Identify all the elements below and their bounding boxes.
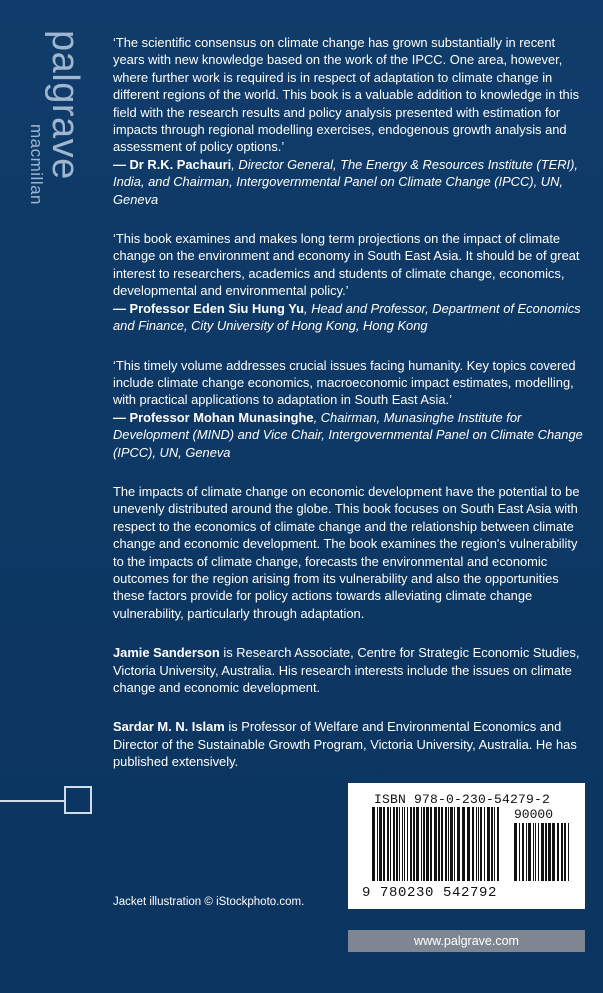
barcode-bar bbox=[402, 807, 403, 881]
barcode-bar bbox=[535, 823, 536, 881]
endorser-name: Dr R.K. Pachauri bbox=[129, 156, 232, 172]
author-bio: is Research Associate, Centre for Strategic Economic Studies, Victoria University, Australia. His research interests include the issues on climate change and economic development. bbox=[113, 645, 580, 695]
endorser-title: , Head and Professor, Department of Economics and Finance, City University of Hong Kong, Hong Kong bbox=[113, 300, 581, 334]
publisher-imprint: macmillan bbox=[27, 124, 46, 206]
barcode-bar bbox=[522, 823, 524, 881]
barcode-bar bbox=[393, 807, 395, 881]
barcode-bar bbox=[487, 807, 490, 881]
barcode-bar bbox=[438, 807, 440, 881]
barcode-bar bbox=[377, 807, 378, 881]
barcode-bar bbox=[457, 807, 460, 881]
barcode-bar bbox=[476, 807, 477, 881]
barcode-bar bbox=[564, 823, 566, 881]
barcode-bar bbox=[448, 807, 449, 881]
addon-bars-icon bbox=[514, 823, 572, 881]
endorsement-3: ‘This timely volume addresses crucial issues facing humanity. Key topics covered include climate change economics, macroeconomic impact estimates, modelling, with practical applications to adaptation in South East Asia.’ — Professor Mohan Munasinghe, Chairman, Munasinghe Institute for Development (MIND) and Vice Chair, Intergovernmental Panel on Climate Change (IPCC), UN, Geneva bbox=[113, 357, 583, 460]
barcode-bar bbox=[407, 807, 408, 881]
barcode-bar bbox=[484, 807, 485, 881]
author-bio-1 bbox=[113, 644, 589, 696]
price-addon-code: 90000 bbox=[514, 807, 554, 822]
barcode-bar bbox=[383, 807, 385, 881]
barcode-bar bbox=[472, 807, 474, 881]
barcode-bar bbox=[372, 807, 375, 881]
barcode-bar bbox=[491, 807, 493, 881]
barcode-bar bbox=[568, 823, 569, 881]
author-name: Jamie Sanderson bbox=[113, 645, 220, 661]
barcode-bar bbox=[528, 823, 531, 881]
barcode-bar bbox=[441, 807, 443, 881]
endorsement-quote: ‘This book examines and makes long term projections on the impact of climate change on the environment and economy in South East Asia. It should be of great interest to researchers, academics and students of climate change, economics, developmental and environmental policy.’ bbox=[113, 231, 580, 299]
publisher-logo bbox=[28, 30, 88, 230]
barcode-bar bbox=[552, 823, 555, 881]
barcode-bar bbox=[561, 823, 563, 881]
barcode-bar bbox=[545, 823, 547, 881]
endorsement-quote: ‘The scientific consensus on climate change has grown substantially in recent years with new knowledge based on the work of the IPCC. One area, however, where further work is required is in respect of adaptation to climate change in different regions of the world. This book is a valuable addition to knowledge in this field with the research results and policy analysis presented with estimation for impacts through regional modelling exercises, endogenous growth analysis and assessment of policy options.’ bbox=[113, 35, 580, 155]
barcode-bar bbox=[379, 807, 382, 881]
barcode-bar bbox=[467, 807, 470, 881]
endorsement-2: ‘This book examines and makes long term projections on the impact of climate change on the environment and economy in South East Asia. It should be of great interest to researchers, academics and students of climate change, economics, developmental and environmental policy.’ — Professor Eden Siu Hung Yu, Head and Professor, Department of Economics and Finance, City University of Hong Kong, Hong Kong bbox=[113, 231, 581, 334]
endorsement-1: ‘The scientific consensus on climate change has grown substantially in recent years with new knowledge based on the work of the IPCC. One area, however, where further work is required is in respect of adaptation to climate change in different regions of the world. This book is a valuable addition to knowledge in this field with the research results and policy analysis presented with estimation for impacts through regional modelling exercises, endogenous growth analysis and assessment of policy options.’ — Dr R.K. Pachauri, Director General, The Energy & Resources Institute (TERI), India, and Chairman, Intergovernmental Panel on Climate Change (IPCC), UN, Geneva bbox=[113, 35, 580, 207]
barcode-bar bbox=[480, 807, 482, 881]
ean-digits: 9 780230 542792 bbox=[362, 885, 498, 901]
author-bio: is Professor of Welfare and Environmental Economics and Director of the Sustainable Growth Program, Victoria University, Australia. He has published extensively. bbox=[113, 719, 577, 770]
barcode-bar bbox=[430, 807, 432, 881]
cover-text bbox=[113, 34, 589, 793]
barcode-bar bbox=[399, 807, 400, 881]
barcode-bar bbox=[387, 807, 389, 881]
barcode-bar bbox=[434, 807, 437, 881]
barcode-bar bbox=[450, 807, 453, 881]
barcode-bar bbox=[404, 807, 405, 881]
endorsement-quote: ‘This timely volume addresses crucial issues facing humanity. Key topics covered include climate change economics, macroeconomic impact estimates, modelling, with practical applications to adaptation in South East Asia.’ bbox=[113, 357, 576, 408]
barcode-bar bbox=[445, 807, 447, 881]
endorser-name: Professor Eden Siu Hung Yu bbox=[129, 300, 305, 316]
barcode-bar bbox=[410, 807, 412, 881]
barcode-bar bbox=[557, 823, 559, 881]
decorative-square bbox=[64, 786, 92, 814]
barcode-bar bbox=[454, 807, 455, 881]
publisher-website-link[interactable]: www.palgrave.com bbox=[348, 930, 585, 952]
publisher-name: palgrave bbox=[44, 30, 86, 180]
barcode-bar bbox=[514, 823, 517, 881]
barcode-bar bbox=[519, 823, 520, 881]
decorative-line bbox=[0, 800, 64, 802]
barcode-bar bbox=[478, 807, 479, 881]
barcode-bar bbox=[526, 823, 527, 881]
author-bio-2 bbox=[113, 718, 589, 770]
barcode-bars-icon bbox=[372, 807, 502, 881]
endorser-title: , Chairman, Munasinghe Institute for Development (MIND) and Vice Chair, Intergovernmental Panel on Climate Change (IPCC), UN, Geneva bbox=[113, 409, 583, 460]
barcode-bar bbox=[413, 807, 415, 881]
author-name: Sardar M. N. Islam bbox=[113, 719, 225, 735]
barcode-bar bbox=[416, 807, 419, 881]
barcode-bar bbox=[538, 823, 539, 881]
barcode-bar bbox=[390, 807, 391, 881]
barcode-bar bbox=[421, 807, 422, 881]
barcode-bar bbox=[497, 807, 499, 881]
book-description: The impacts of climate change on economic development have the potential to be unevenly distributed around the globe. This book focuses on South East Asia with respect to the economics of climate change and the relationship between climate change and economic development. The book examines the region's vulnerability to the impacts of climate change, forecasts the environmental and economic outcomes for the region arising from its vulnerability and also the opportunities these factors provide for policy actions towards alleviating climate change vulnerability, particularly through adaptation. bbox=[113, 483, 580, 621]
jacket-credit: Jacket illustration © iStockphoto.com. bbox=[113, 896, 305, 908]
barcode-bar bbox=[533, 823, 534, 881]
isbn-label: ISBN 978-0-230-54279-2 bbox=[374, 792, 551, 807]
barcode-bar bbox=[548, 823, 551, 881]
barcode-bar bbox=[541, 823, 544, 881]
barcode-bar bbox=[396, 807, 398, 881]
barcode-bar bbox=[494, 807, 495, 881]
endorser-name: Professor Mohan Munasinghe bbox=[129, 409, 314, 425]
endorser-title: , Director General, The Energy & Resources Institute (TERI), India, and Chairman, Intergovernmental Panel on Climate Change (IPCC), UN, Geneva bbox=[113, 156, 578, 207]
isbn-barcode bbox=[348, 783, 585, 909]
barcode-bar bbox=[426, 807, 429, 881]
barcode-bar bbox=[462, 807, 465, 881]
barcode-bar bbox=[423, 807, 425, 881]
